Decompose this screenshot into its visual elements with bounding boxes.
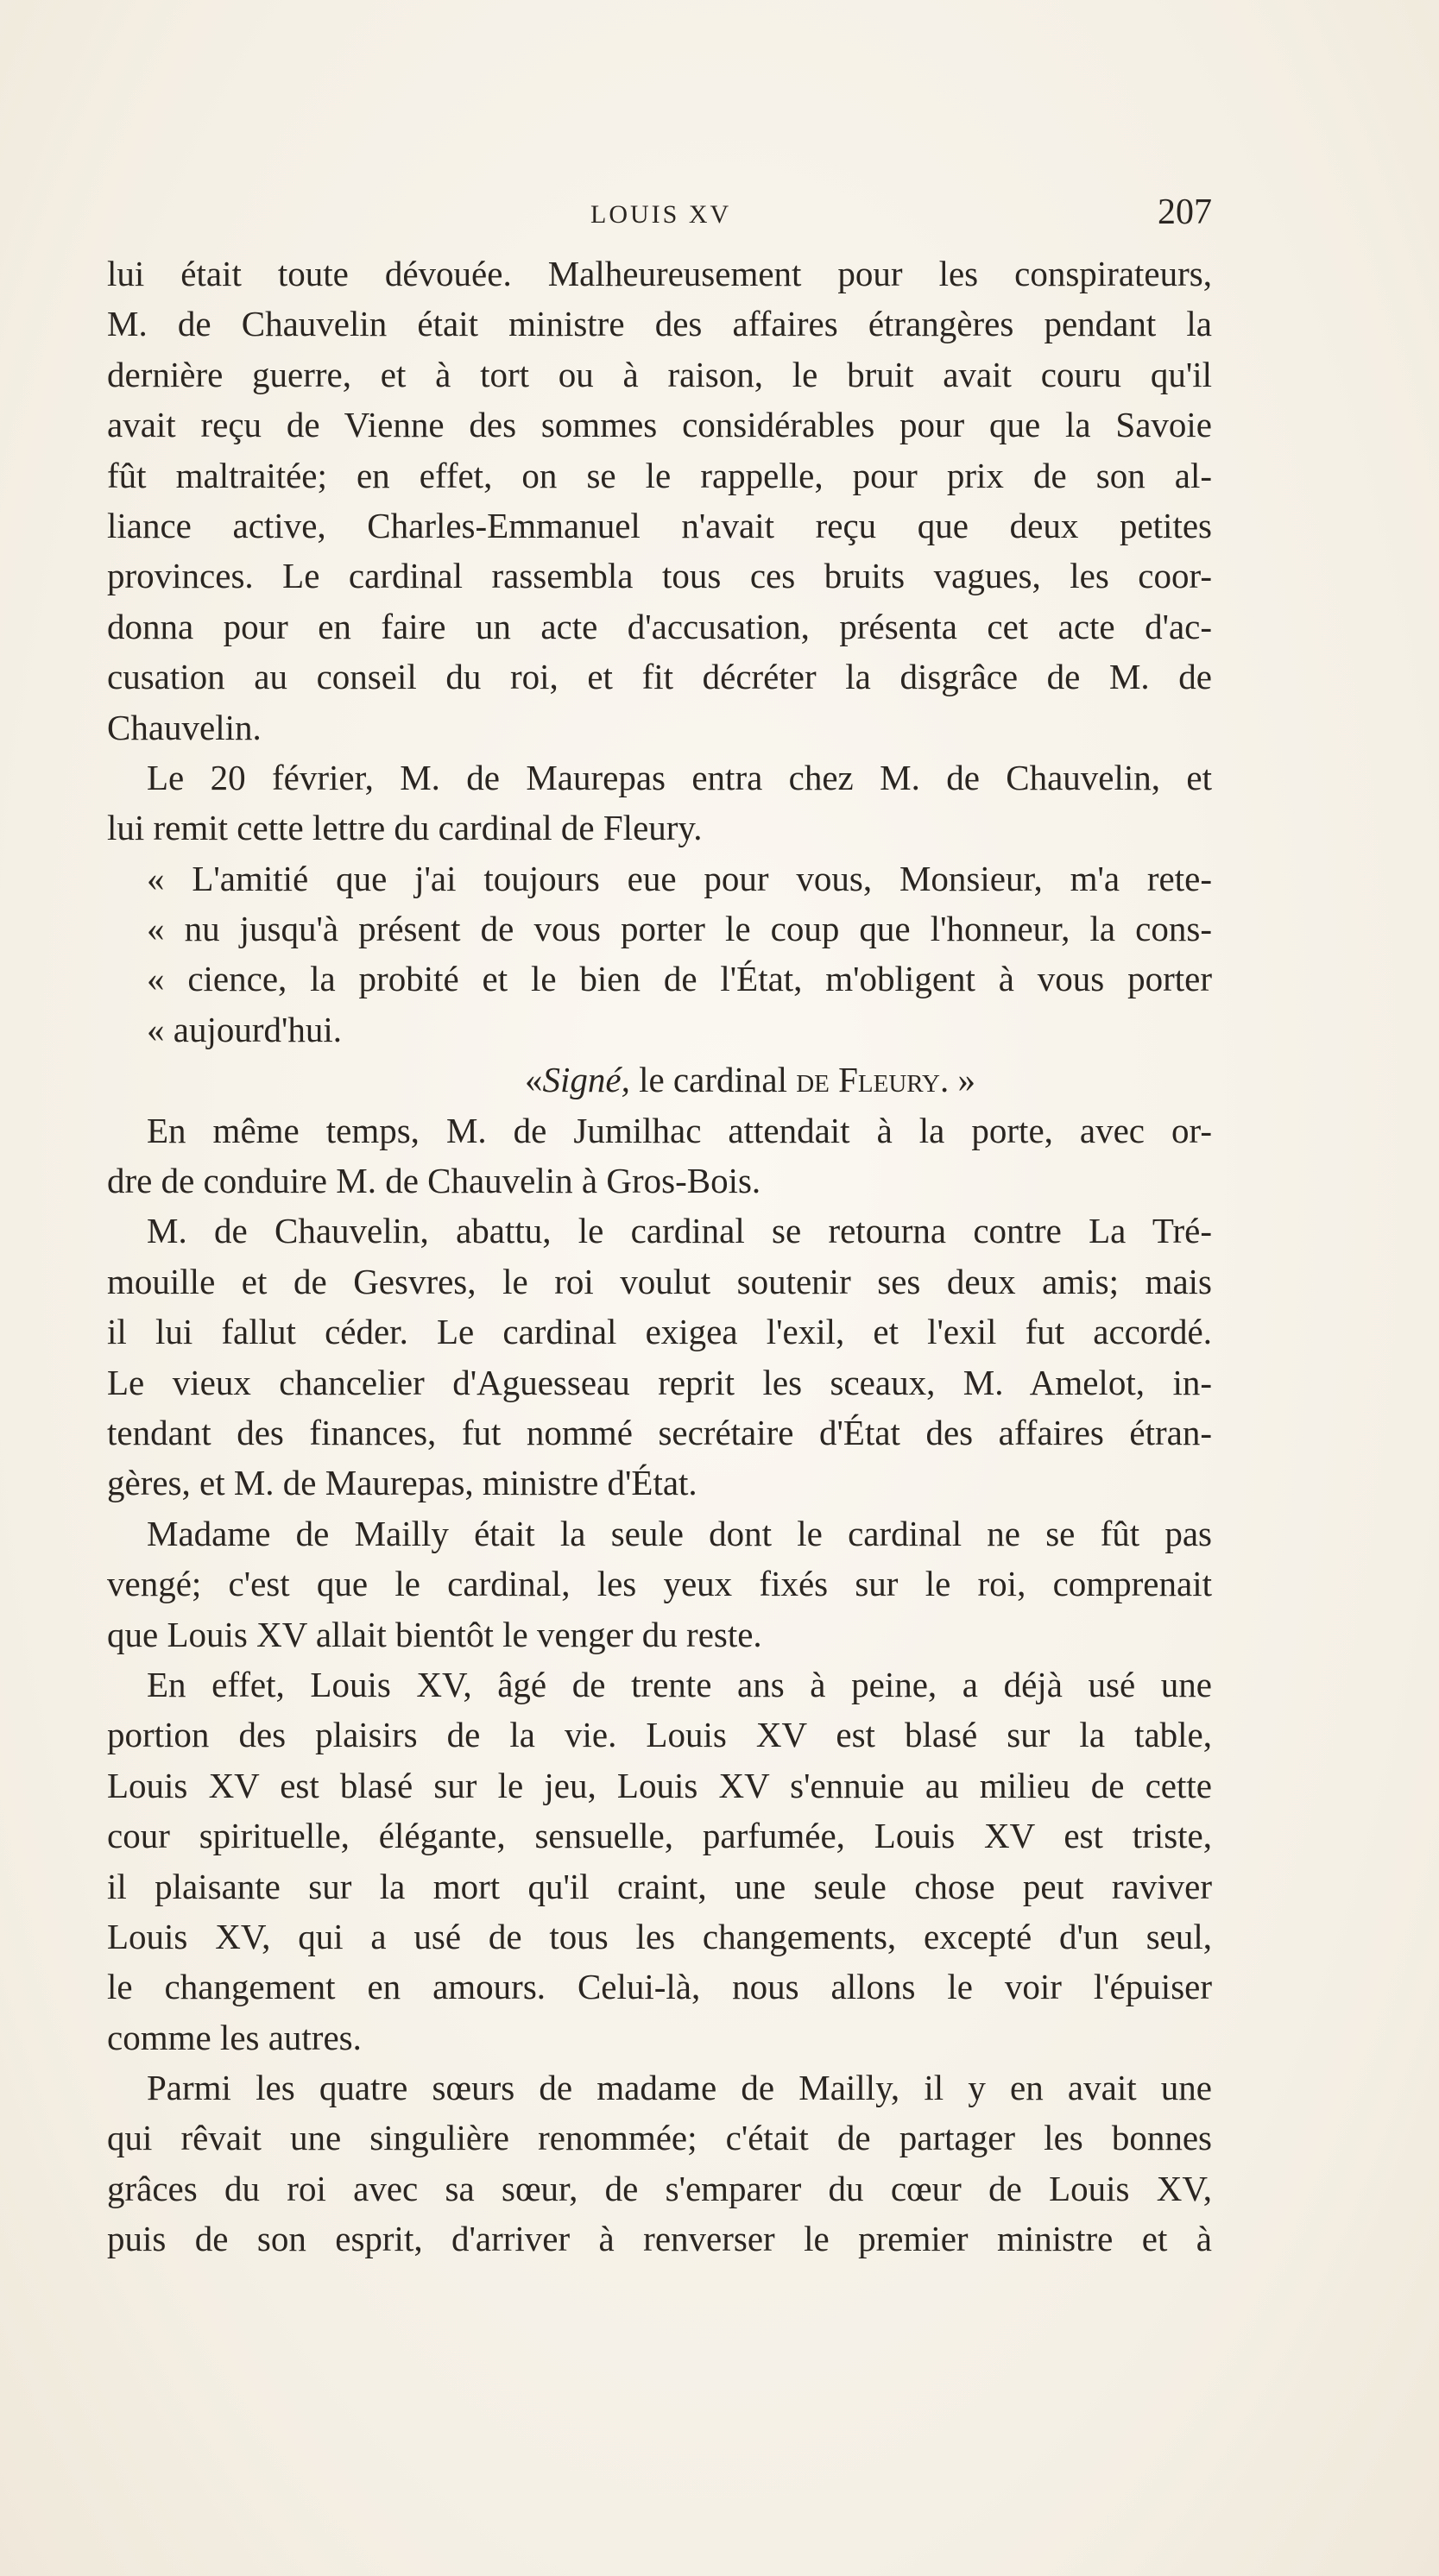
text-line: lui était toute dévouée. Malheureusement pour les conspirateurs, [107, 254, 1212, 293]
text-line: grâces du roi avec sa sœur, de s'emparer du cœur de Louis XV, [107, 2168, 1212, 2208]
text-line: Madame de Mailly était la seule dont le cardinal ne se fût pas [147, 1513, 1212, 1553]
text-line: il lui fallut céder. Le cardinal exigea l'exil, et l'exil fut accordé. [107, 1312, 1212, 1352]
body-text [107, 249, 1212, 2264]
text-line: cour spirituelle, élégante, sensuelle, parfumée, Louis XV est triste, [107, 1816, 1212, 1856]
text-line: M. de Chauvelin, abattu, le cardinal se retourna contre La Tré- [147, 1211, 1212, 1251]
letter-line: « aujourd'hui. [147, 1009, 343, 1049]
text-line: portion des plaisirs de la vie. Louis XV est blasé sur la table, [107, 1715, 1212, 1755]
running-head: LOUIS XV [590, 200, 732, 229]
text-line: cusation au conseil du roi, et fit décréter la disgrâce de M. de [107, 657, 1212, 697]
text-line: dernière guerre, et à tort ou à raison, le bruit avait couru qu'il [107, 354, 1212, 394]
text-line: que Louis XV allait bientôt le venger du reste. [107, 1614, 762, 1654]
text-line: donna pour en faire un acte d'accusation, présenta cet acte d'ac- [107, 606, 1212, 646]
signature-name: de Fleury. [796, 1060, 950, 1100]
text-line: comme les autres. [107, 2017, 362, 2057]
text-line: Louis XV est blasé sur le jeu, Louis XV s'ennuie au milieu de cette [107, 1765, 1212, 1805]
text-line: lui remit cette lettre du cardinal de Fleury. [107, 808, 703, 848]
signature-signed: Signé, [542, 1060, 630, 1100]
text-line: provinces. Le cardinal rassembla tous ces bruits vagues, les coor- [107, 556, 1212, 596]
signature-middle: le cardinal [629, 1060, 797, 1100]
text-line: Parmi les quatre sœurs de madame de Mailly, il y en avait une [147, 2068, 1212, 2108]
page-header [107, 192, 1212, 243]
text-line: vengé; c'est que le cardinal, les yeux fixés sur le roi, comprenait [107, 1564, 1212, 1604]
text-line: qui rêvait une singulière renommée; c'était de partager les bonnes [107, 2118, 1212, 2158]
signature-open-quote: « [525, 1060, 543, 1100]
text-line: tendant des finances, fut nommé secrétaire d'État des affaires étran- [107, 1412, 1212, 1452]
text-line: gères, et M. de Maurepas, ministre d'État. [107, 1463, 697, 1503]
letter-line: « L'amitié que j'ai toujours eue pour vous, Monsieur, m'a rete- [147, 858, 1212, 898]
text-line: dre de conduire M. de Chauvelin à Gros-Bois. [107, 1161, 761, 1201]
letter-line: « cience, la probité et le bien de l'État, m'obligent à vous porter [147, 959, 1212, 999]
text-line: mouille et de Gesvres, le roi voulut soutenir ses deux amis; mais [107, 1261, 1212, 1301]
text-line: liance active, Charles-Emmanuel n'avait reçu que deux petites [107, 505, 1212, 545]
text-line: il plaisante sur la mort qu'il craint, une seule chose peut raviver [107, 1866, 1212, 1906]
text-line: le changement en amours. Celui-là, nous allons le voir l'épuiser [107, 1967, 1212, 2007]
text-line: Louis XV, qui a usé de tous les changements, excepté d'un seul, [107, 1916, 1212, 1956]
letter-signature [107, 1055, 1212, 1105]
letter-line: « nu jusqu'à présent de vous porter le coup que l'honneur, la cons- [147, 909, 1212, 949]
text-line: Le vieux chancelier d'Aguesseau reprit les sceaux, M. Amelot, in- [107, 1362, 1212, 1402]
text-line: Chauvelin. [107, 707, 262, 747]
text-line: M. de Chauvelin était ministre des affaires étrangères pendant la [107, 304, 1212, 344]
text-line: En effet, Louis XV, âgé de trente ans à peine, a déjà usé une [147, 1664, 1212, 1704]
page-number: 207 [1158, 192, 1212, 232]
signature-close-quote: » [949, 1060, 975, 1100]
text-line: fût maltraitée; en effet, on se le rappelle, pour prix de son al- [107, 455, 1212, 495]
text-line: En même temps, M. de Jumilhac attendait à la porte, avec or- [147, 1110, 1212, 1150]
text-line: avait reçu de Vienne des sommes considérables pour que la Savoie [107, 405, 1212, 445]
text-line: Le 20 février, M. de Maurepas entra chez M. de Chauvelin, et [147, 757, 1212, 797]
text-line: puis de son esprit, d'arriver à renverser le premier ministre et à [107, 2219, 1212, 2259]
